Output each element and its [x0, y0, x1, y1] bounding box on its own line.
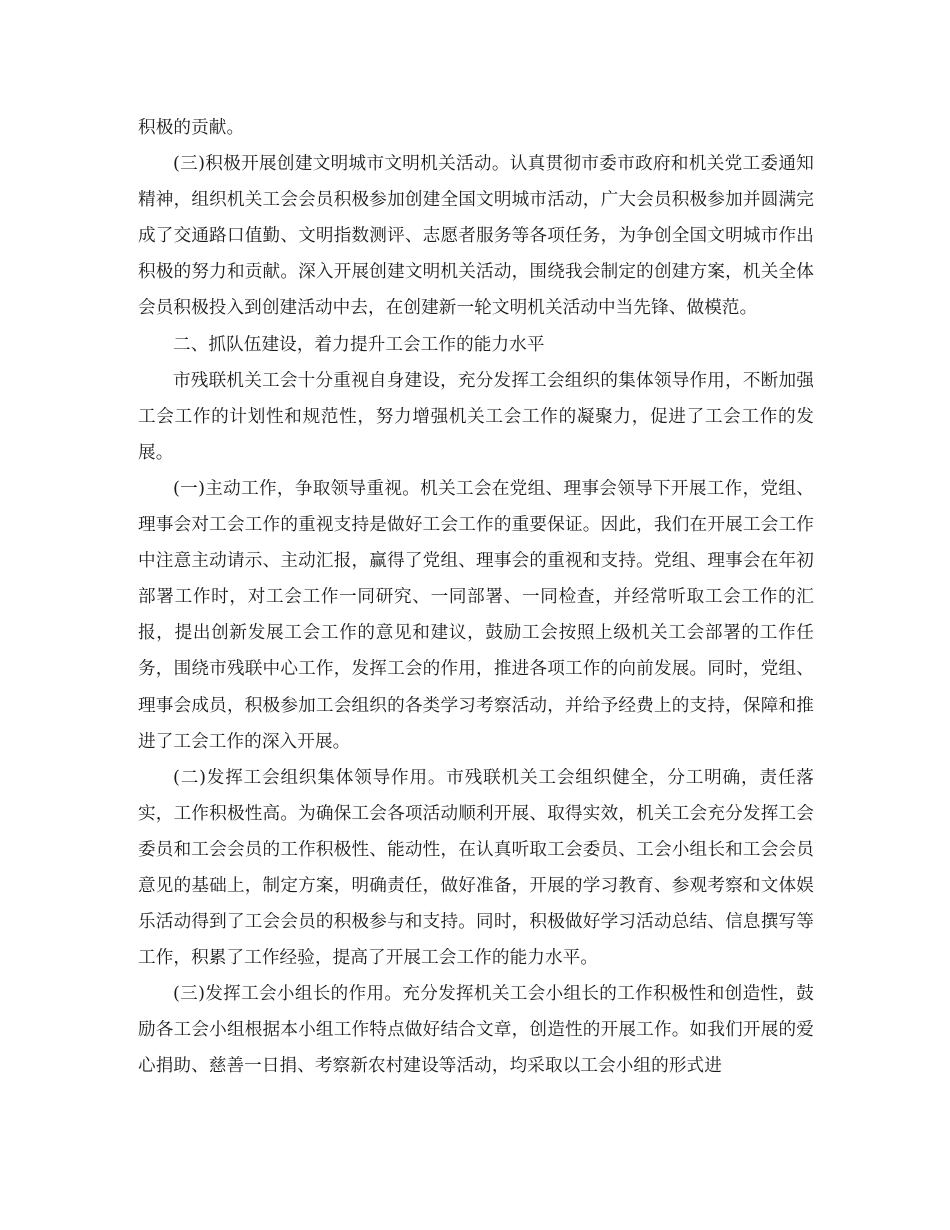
document-body: [138, 110, 814, 1085]
paragraph-collective-leadership: (二)发挥工会组织集体领导作用。市残联机关工会组织健全，分工明确，责任落实，工作积极性高。为确保工会各项活动顺利开展、取得实效，机关工会充分发挥工会委员和工会会员的工作积极性、能动性，在认真听取工会委员、工会小组长和工会会员意见的基础上，制定方案，明确责任，做好准备，开展的学习教育、参观考察和文体娱乐活动得到了工会会员的积极参与和支持。同时，积极做好学习活动总结、信息撰写等工作，积累了工作经验，提高了开展工会工作的能力水平。: [138, 767, 814, 969]
paragraph-civilized-city: (三)积极开展创建文明城市文明机关活动。认真贯彻市委市政府和机关党工委通知精神，组织机关工会会员积极参加创建全国文明城市活动，广大会员积极参加并圆满完成了交通路口值勤、文明指数测评、志愿者服务等各项任务，为争创全国文明城市作出积极的努力和贡献。深入开展创建文明机关活动，围绕我会制定的创建方案，机关全体会员积极投入到创建活动中去，在创建新一轮文明机关活动中当先锋、做模范。: [138, 154, 814, 319]
paragraph-self-building: 市残联机关工会十分重视自身建设，充分发挥工会组织的集体领导作用，不断加强工会工作的计划性和规范性，努力增强机关工会工作的凝聚力，促进了工会工作的发展。: [138, 370, 814, 463]
paragraph-leadership-support: (一)主动工作，争取领导重视。机关工会在党组、理事会领导下开展工作，党组、理事会对工会工作的重视支持是做好工会工作的重要保证。因此，我们在开展工会工作中注意主动请示、主动汇报，赢得了党组、理事会的重视和支持。党组、理事会在年初部署工作时，对工会工作一同研究、一同部署、一同检查，并经常听取工会工作的汇报，提出创新发展工会工作的意见和建议，鼓励工会按照上级机关工会部署的工作任务，围绕市残联中心工作，发挥工会的作用，推进各项工作的向前发展。同时，党组、理事会成员，积极参加工会组织的各类学习考察活动，并给予经费上的支持，保障和推进了工会工作的深入开展。: [138, 478, 814, 752]
section-heading-team-building: 二、抓队伍建设，着力提升工会工作的能力水平: [173, 334, 545, 355]
paragraph-group-leaders: (三)发挥工会小组长的作用。充分发挥机关工会小组长的工作积极性和创造性，鼓励各工会小组根据本小组工作特点做好结合文章，创造性的开展工作。如我们开展的爱心捐助、慈善一日捐、考察新农村建设等活动，均采取以工会小组的形式进: [138, 984, 814, 1077]
paragraph-continuation: 积极的贡献。: [138, 118, 245, 138]
